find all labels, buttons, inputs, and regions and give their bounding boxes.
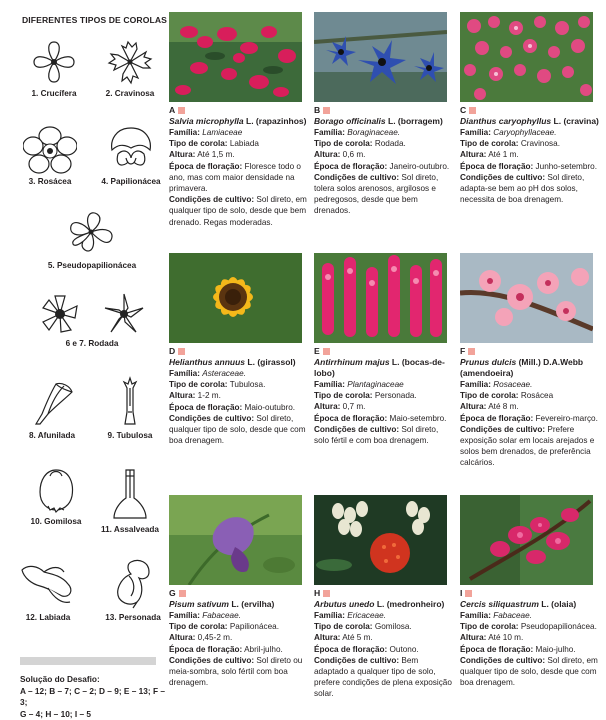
plant-photo [460,12,593,102]
tubulosa-drawing [115,376,145,428]
corolla-label: 3. Rosácea [28,177,72,186]
corolla-cravinosa [98,40,162,98]
corolla-gomilosa [24,466,88,526]
salvia-photo [169,12,302,102]
challenge-solution [20,674,170,720]
plant-height: Altura: 0,6 m. [314,150,366,160]
plant-corolla: Tipo de corola: Gomilosa. [314,622,412,632]
plant-height: Altura: Até 10 m. [460,633,524,643]
plant-name: Borago officinalis L. (borragem) [314,116,443,126]
plant-card-a [169,12,309,228]
plant-season: Época de floração: Fevereiro-março. [460,413,598,423]
crucifera-drawing [30,40,78,86]
marker-square [469,107,476,114]
antirrhinum-photo [314,253,447,343]
plant-care: Condições de cultivo: Sol direto, adapta-se bem ao pH dos solos, necessita de boa drenagem. [460,172,585,205]
plant-care: Condições de cultivo: Sol direto, qualquer tipo de solo, desde que com boa drenagem. [169,413,306,446]
corolla-label: 11. Assalveada [101,525,159,534]
plant-name: Cercis siliquastrum L. (olaia) [460,599,577,609]
plant-care: Condições de cultivo: Sol direto ou meia-sombra, solo fértil com boa drenagem. [169,655,303,688]
plant-corolla: Tipo de corola: Personada. [314,391,417,401]
plant-family: Família: Caryophyllaceae. [460,128,557,137]
corolla-label: 2. Cravinosa [105,89,155,98]
corolla-label: 12. Labiada [25,613,71,622]
plant-card-g [169,495,309,688]
plant-family: Família: Lamiaceae [169,128,243,137]
marker-square [179,590,186,597]
plant-letter: E [314,346,320,356]
plant-care: Condições de cultivo: Sol direto, em qualquer tipo de solo, desde que com boa drenagem. [460,655,598,688]
papilionacea-drawing [106,124,156,174]
cravinosa-drawing [106,40,154,86]
corolla-label: 1. Crucífera [31,89,77,98]
corolla-pseudopapilionacea [46,208,138,270]
plant-name: Arbutus unedo L. (medronheiro) [314,599,445,609]
plant-height: Altura: 1-2 m. [169,391,221,401]
corolla-crucifera [24,40,84,98]
plant-height: Altura: 0,45-2 m. [169,633,233,643]
corolla-label: 10. Gomilosa [30,517,82,526]
plant-letter: B [314,105,321,115]
plant-card-c [460,12,600,205]
borago-photo [314,12,447,102]
cercis-photo [460,495,593,585]
plant-letter: F [460,346,466,356]
plant-season: Época de floração: Abril-julho. [169,644,283,654]
plant-corolla: Tipo de corola: Papilionácea. [169,622,279,632]
plant-corolla: Tipo de corola: Labiada [169,139,259,149]
labiada-drawing [18,558,78,610]
pisum-photo [169,495,302,585]
plant-family: Família: Ericaceae. [314,611,386,620]
corolla-papilionacea [96,124,166,186]
plant-photo [169,253,302,343]
plant-corolla: Tipo de corola: Pseudopapilionácea. [460,622,597,632]
plant-height: Altura: Até 1 m. [460,150,519,160]
plant-photo [314,12,447,102]
plant-care: Condições de cultivo: Sol direto, tolera solos arenosos, argilosos e pedregosos, desde que bem drenados. [314,172,439,216]
plant-care: Condições de cultivo: Sol direto, em qualquer tipo de solo, desde que bem drenado. Regas moderadas. [169,195,307,227]
corolla-types-title: DIFERENTES TIPOS DE COROLAS [22,15,167,25]
plant-photo [460,253,593,343]
corolla-label: 13. Personada [105,613,161,622]
plant-season: Época de floração: Maio-outubro. [169,402,296,412]
plant-family: Família: Fabaceae. [460,611,532,620]
marker-square [465,590,472,597]
plant-family: Família: Boraginaceae. [314,128,401,137]
plant-photo [169,12,302,102]
plant-card-i [460,495,600,688]
plant-height: Altura: Até 8 m. [460,402,519,412]
plant-photo [314,253,447,343]
solution-line-2: G – 4; H – 10; I – 5 [20,708,92,719]
plant-card-h [314,495,454,700]
plant-photo [314,495,447,585]
plant-height: Altura: Até 5 m. [314,633,373,643]
rodada-7-drawing [103,292,145,336]
corolla-personada [100,556,166,622]
corolla-rosacea [18,126,82,186]
rosacea-drawing [23,126,77,174]
plant-season: Época de floração: Outono. [314,644,419,654]
corolla-assalveada [98,466,162,534]
plant-card-b [314,12,454,217]
plant-letter: I [460,588,463,598]
plant-card-d [169,253,309,446]
plant-name: Dianthus caryophyllus L. (cravina) [460,116,599,126]
plant-corolla: Tipo de corola: Cravinosa. [460,139,560,149]
plant-name: Pisum sativum L. (ervilha) [169,599,275,609]
plant-family: Família: Plantaginaceae [314,380,404,389]
plant-photo [460,495,593,585]
plant-height: Altura: Até 1,5 m. [169,150,235,160]
plant-card-e [314,253,454,446]
prunus-photo [460,253,593,343]
solution-title: Solução do Desafio: [20,674,100,684]
plant-season: Época de floração: Floresce todo o ano, mas com maior densidade na primavera. [169,161,301,194]
corolla-label: 6 e 7. Rodada [65,339,119,348]
corolla-label: 8. Afunilada [28,431,76,440]
solution-line-1: A – 12; B – 7; C – 2; D – 9; E – 13; F – 3; [20,685,165,707]
plant-family: Família: Rosaceae. [460,380,533,389]
marker-square [178,107,185,114]
pseudopapilionacea-drawing [63,208,121,258]
helianthus-photo [169,253,302,343]
plant-care: Condições de cultivo: Prefere exposição solar em locais arejados e solos bem drenados, de preferência calcários. [460,424,595,468]
corolla-label: 5. Pseudopapilionácea [47,261,137,270]
plant-card-f [460,253,600,469]
assalveada-drawing [110,466,150,522]
plant-height: Altura: 0,7 m. [314,402,366,412]
solution-divider [20,657,156,665]
plant-letter: C [460,105,467,115]
plant-season: Época de floração: Maio-julho. [460,644,576,654]
corolla-tubulosa [104,376,156,440]
plant-season: Época de floração: Janeiro-outubro. [314,161,450,171]
plant-name: Salvia microphylla L. (rapazinhos) [169,116,307,126]
plant-letter: G [169,588,176,598]
plant-name: Prunus dulcis (Mill.) D.A.Webb (amendoeira) [460,357,584,378]
plant-letter: A [169,105,176,115]
plant-season: Época de floração: Junho-setembro. [460,161,597,171]
rodada-6-drawing [39,292,81,336]
marker-square [323,590,330,597]
arbutus-photo [314,495,447,585]
corolla-afunilada [20,378,84,440]
afunilada-drawing [28,378,76,428]
plant-corolla: Tipo de corola: Rosácea [460,391,554,401]
plant-season: Época de floração: Maio-setembro. [314,413,447,423]
corolla-labiada [12,558,84,622]
plant-letter: H [314,588,321,598]
personada-drawing [109,556,157,610]
marker-square [323,348,330,355]
corolla-label: 4. Papilionácea [101,177,161,186]
marker-square [178,348,185,355]
plant-corolla: Tipo de corola: Rodada. [314,139,406,149]
plant-family: Família: Asteraceae. [169,369,246,378]
corolla-rodada [24,292,160,348]
plant-corolla: Tipo de corola: Tubulosa. [169,380,266,390]
plant-name: Helianthus annuus L. (girassol) [169,357,296,367]
dianthus-photo [460,12,593,102]
plant-care: Condições de cultivo: Bem adaptado a qualquer tipo de solo, prefere condições de plena exposição solar. [314,655,452,699]
gomilosa-drawing [34,466,78,514]
plant-letter: D [169,346,176,356]
plant-photo [169,495,302,585]
marker-square [323,107,330,114]
corolla-label: 9. Tubulosa [107,431,153,440]
plant-care: Condições de cultivo: Sol direto, solo fértil e com boa drenagem. [314,424,439,446]
marker-square [468,348,475,355]
plant-name: Antirrhinum majus L. (bocas-de-lobo) [314,357,445,378]
plant-family: Família: Fabaceae. [169,611,241,620]
